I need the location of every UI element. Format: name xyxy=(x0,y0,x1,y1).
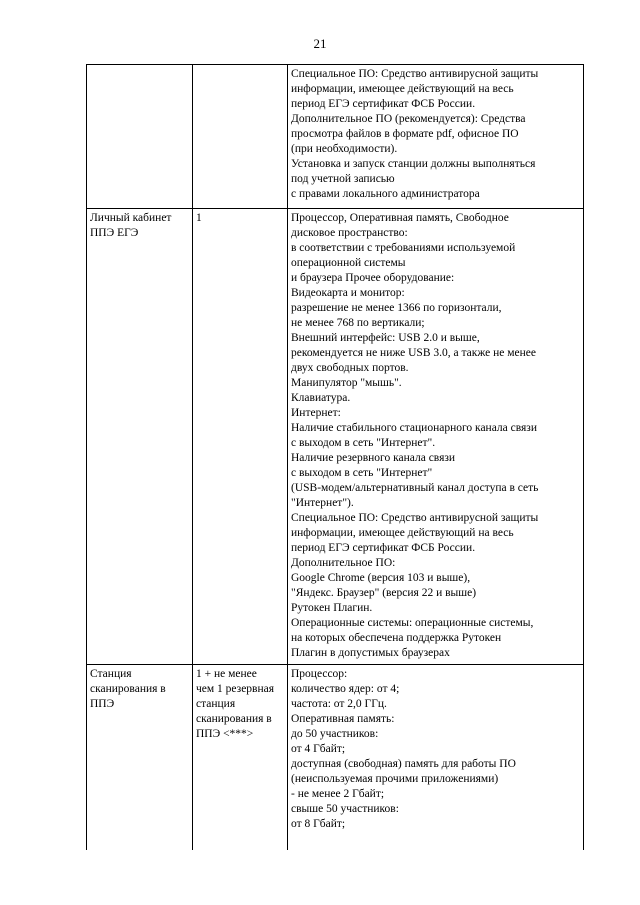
requirements-cell xyxy=(288,65,584,209)
cell-text-line: Дополнительное ПО (рекомендуется): Средства xyxy=(291,113,526,125)
cell-text-line: станция xyxy=(196,698,236,710)
cell-text-line: от 8 Гбайт; xyxy=(291,818,346,830)
cell-text-line: рекомендуется не ниже USB 3.0, а также не менее xyxy=(291,347,536,359)
cell-text-line: ППЭ ЕГЭ xyxy=(90,227,139,239)
cell-text-line: Наличие стабильного стационарного канала связи xyxy=(291,422,538,434)
cell-text-line: ППЭ <***> xyxy=(196,728,254,740)
cell-text-line: "Интернет"). xyxy=(291,497,354,509)
cell-text-line: от 4 Гбайт; xyxy=(291,743,346,755)
cell-text-line: Процессор: xyxy=(291,668,348,680)
cell-text-line: не менее 768 по вертикали; xyxy=(291,317,425,329)
table-row xyxy=(87,65,584,209)
page-number: 21 xyxy=(313,36,327,51)
cell-text-line: Рутокен Плагин. xyxy=(291,602,373,614)
table-row xyxy=(87,665,584,851)
cell-text-line: Личный кабинет xyxy=(90,212,172,224)
cell-text-line: (при необходимости). xyxy=(291,143,398,155)
cell-text-line: Google Chrome (версия 103 и выше), xyxy=(291,572,471,584)
cell-text-line: период ЕГЭ сертификат ФСБ России. xyxy=(291,98,476,110)
cell-text-line: до 50 участников: xyxy=(291,728,379,740)
cell-text-line: доступная (свободная) память для работы ПО xyxy=(291,758,516,770)
cell-text-line: ППЭ xyxy=(90,698,115,710)
cell-text-line: Манипулятор "мышь". xyxy=(291,377,402,389)
requirements-cell xyxy=(288,209,584,665)
cell-text-line: с выходом в сеть "Интернет". xyxy=(291,437,436,449)
cell-text-line: "Яндекс. Браузер" (версия 22 и выше) xyxy=(291,587,477,599)
cell-text-line: Дополнительное ПО: xyxy=(291,557,396,569)
cell-text-line: разрешение не менее 1366 по горизонтали, xyxy=(291,302,502,314)
cell-text-line: - не менее 2 Гбайт; xyxy=(291,788,385,800)
cell-text-line: Процессор, Оперативная память, Свободное xyxy=(291,212,509,224)
cell-text-line: Клавиатура. xyxy=(291,392,351,404)
station-name-cell xyxy=(87,209,193,665)
cell-text-line: Плагин в допустимых браузерах xyxy=(291,647,450,659)
table-row xyxy=(87,209,584,665)
cell-text-line: 1 xyxy=(196,212,202,224)
cell-text-line: с правами локального администратора xyxy=(291,188,480,200)
cell-text-line: дисковое пространство: xyxy=(291,227,408,239)
cell-text-line: информации, имеющее действующий на весь xyxy=(291,527,514,539)
station-count-cell xyxy=(193,65,288,209)
cell-text-line: количество ядер: от 4; xyxy=(291,683,400,695)
cell-text-line: на которых обеспечена поддержка Рутокен xyxy=(291,632,502,644)
cell-text-line: свыше 50 участников: xyxy=(291,803,399,815)
station-name-cell xyxy=(87,665,193,851)
station-count-cell xyxy=(193,665,288,851)
cell-text-line: просмотра файлов в формате pdf, офисное ПО xyxy=(291,128,519,140)
cell-text-line: информации, имеющее действующий на весь xyxy=(291,83,514,95)
cell-text-line: сканирования в xyxy=(90,683,166,695)
cell-text-line: Специальное ПО: Средство антивирусной защиты xyxy=(291,68,539,80)
cell-text-line: и браузера Прочее оборудование: xyxy=(291,272,455,284)
cell-text-line: Внешний интерфейс: USB 2.0 и выше, xyxy=(291,332,480,344)
station-count-cell xyxy=(193,209,288,665)
cell-text-line: Интернет: xyxy=(291,407,341,419)
requirements-cell xyxy=(288,665,584,851)
cell-text-line: чем 1 резервная xyxy=(196,683,275,695)
cell-text-line: период ЕГЭ сертификат ФСБ России. xyxy=(291,542,476,554)
cell-text-line: частота: от 2,0 ГГц. xyxy=(291,698,387,710)
cell-text-line: двух свободных портов. xyxy=(291,362,409,374)
cell-text-line: Наличие резервного канала связи xyxy=(291,452,456,464)
cell-text-line: Специальное ПО: Средство антивирусной защиты xyxy=(291,512,539,524)
cell-text-line: Операционные системы: операционные системы, xyxy=(291,617,534,629)
cell-text-line: Оперативная память: xyxy=(291,713,395,725)
cell-text-line: под учетной записью xyxy=(291,173,395,185)
cell-text-line: в соответствии с требованиями используемой xyxy=(291,242,516,254)
requirements-table xyxy=(86,64,584,850)
station-name-cell xyxy=(87,65,193,209)
cell-text-line: Станция xyxy=(90,668,132,680)
cell-text-line: (неиспользуемая прочими приложениями) xyxy=(291,773,499,785)
cell-text-line: (USB-модем/альтернативный канал доступа в сеть xyxy=(291,482,539,494)
cell-text-line: сканирования в xyxy=(196,713,272,725)
cell-text-line: Установка и запуск станции должны выполняться xyxy=(291,158,536,170)
cell-text-line: Видеокарта и монитор: xyxy=(291,287,405,299)
cell-text-line: 1 + не менее xyxy=(196,668,257,680)
cell-text-line: с выходом в сеть "Интернет" xyxy=(291,467,433,479)
cell-text-line: операционной системы xyxy=(291,257,406,269)
